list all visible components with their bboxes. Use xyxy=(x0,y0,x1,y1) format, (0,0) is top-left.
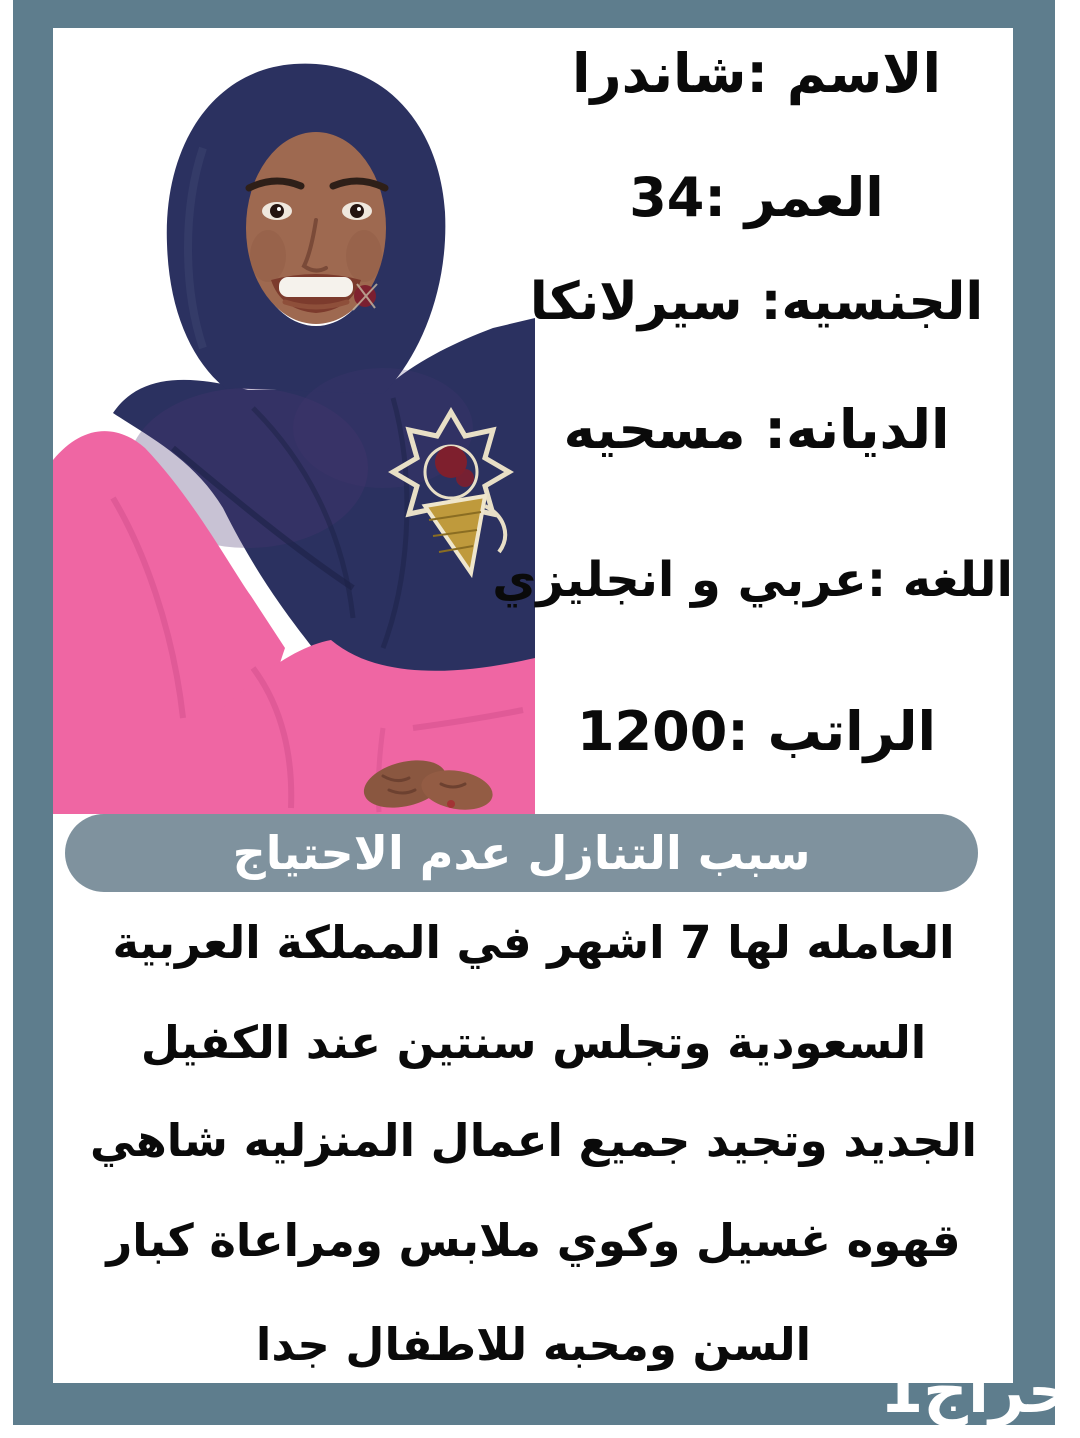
worker-photo xyxy=(53,28,535,814)
field-name: الاسم :شاندرا xyxy=(571,42,941,105)
description-line: قهوه غسيل وكوي ملابس ومراعاة كبار xyxy=(106,1214,961,1267)
field-religion: الديانه: مسحيه xyxy=(563,398,950,461)
description-line: الجديد وتجيد جميع اعمال المنزليه شاهي xyxy=(90,1114,977,1167)
watermark: حراج1 xyxy=(880,1354,1073,1427)
field-salary: الراتب :1200 xyxy=(576,700,937,763)
description-line: السعودية وتجلس سنتين عند الكفيل xyxy=(140,1016,927,1069)
field-age: العمر :34 xyxy=(629,166,884,229)
field-nationality: الجنسيه: سيرلانكا xyxy=(529,272,984,332)
field-language: اللغه :عربي و انجليزي xyxy=(492,552,1013,608)
description-line: السن ومحبه للاطفال جدا xyxy=(255,1318,812,1371)
worker-photo-illustration xyxy=(53,28,535,814)
reason-banner: سبب التنازل عدم الاحتياج xyxy=(65,814,978,892)
description-line: العامله لها 7 اشهر في المملكة العربية xyxy=(112,916,955,969)
